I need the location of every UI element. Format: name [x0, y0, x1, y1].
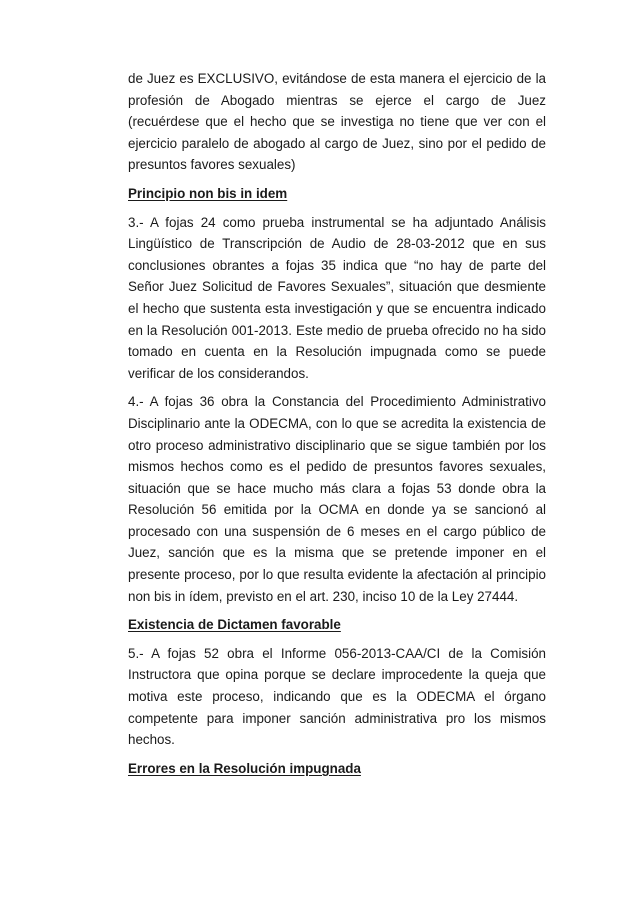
- section-heading-errores-resolucion: Errores en la Resolución impugnada: [128, 760, 361, 776]
- paragraph-item-4: 4.- A fojas 36 obra la Constancia del Procedimiento Administrativo Disciplinario ante la ODECMA, con lo que se acredita la existencia de otro proceso administrativo disciplinario que se sigue también por los mismos hechos como es el pedido de presuntos favores sexuales, situación que se hace mucho más clara a fojas 53 donde obra la Resolución 56 emitida por la OCMA en donde ya se sancionó al procesado con una suspensión de 6 meses en el cargo público de Juez, sanción que es la misma que se pretende imponer en el presente proceso, por lo que resulta evidente la afectación al principio non bis in ídem, previsto en el art. 230, inciso 10 de la Ley 27444.: [128, 394, 546, 604]
- paragraph-juez-exclusivo: de Juez es EXCLUSIVO, evitándose de esta manera el ejercicio de la profesión de Abogado mientras se ejerce el cargo de Juez (recuérdese que el hecho que se investiga no tiene que ver con el ejercicio paralelo de abogado al cargo de Juez, sino por el pedido de presuntos favores sexuales): [128, 71, 546, 173]
- section-heading-dictamen-favorable: Existencia de Dictamen favorable: [128, 617, 341, 633]
- document-body: [128, 68, 546, 786]
- section-heading-non-bis-in-idem: Principio non bis in idem: [128, 185, 288, 201]
- paragraph-item-3: 3.- A fojas 24 como prueba instrumental se ha adjuntado Análisis Lingüístico de Transcripción de Audio de 28-03-2012 que en sus conclusiones obrantes a fojas 35 indica que “no hay de parte del Señor Juez Solicitud de Favores Sexuales”, situación que desmiente el hecho que sustenta esta investigación y que se encuentra indicado en la Resolución 001-2013. Este medio de prueba ofrecido no ha sido tomado en cuenta en la Resolución impugnada como se puede verificar de los considerandos.: [128, 214, 546, 381]
- paragraph-item-5: 5.- A fojas 52 obra el Informe 056-2013-CAA/CI de la Comisión Instructora que opina porque se declare improcedente la queja que motiva este proceso, indicando que es la ODECMA el órgano competente para imponer sanción administrativa pro los mismos hechos.: [128, 645, 546, 748]
